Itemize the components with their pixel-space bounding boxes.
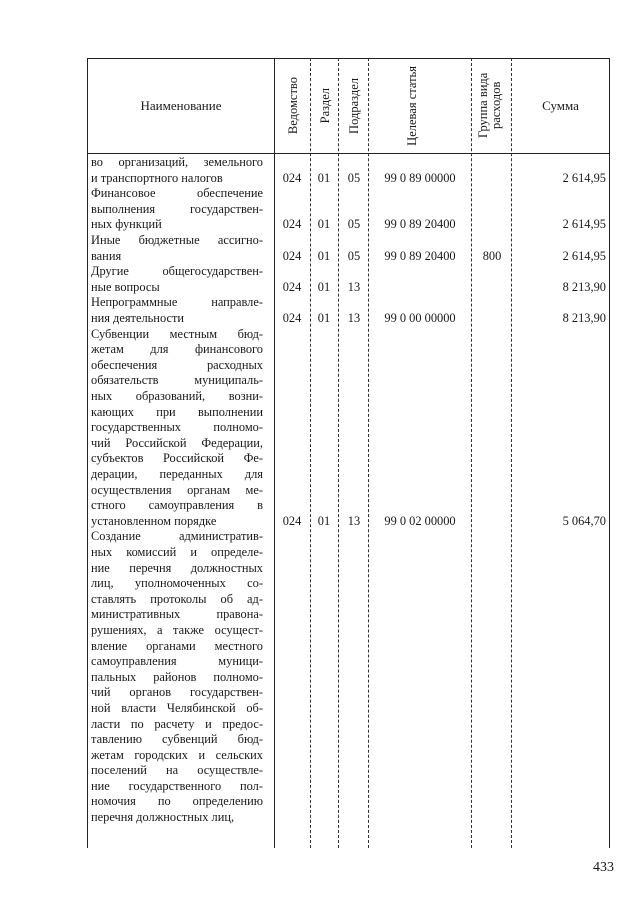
cell-sum: 2 614,95: [562, 248, 606, 263]
name-line: ных образований, возни-: [91, 388, 263, 403]
cell-raz: 01: [317, 217, 331, 232]
header-vedomstvo-text: Ведомство: [285, 76, 300, 135]
name-line: поселений на осуществле-: [91, 763, 263, 778]
header-podrazdel-text: Подраздел: [346, 77, 361, 134]
name-line: ние государственного пол-: [91, 778, 263, 793]
cell-sum: 8 213,90: [562, 279, 606, 294]
cell-pod: 13: [347, 513, 361, 528]
name-line: Другие общегосударствен-: [91, 264, 263, 279]
cell-ved: 024: [282, 217, 302, 232]
row-name: [91, 327, 263, 530]
header-razdel: [311, 58, 339, 153]
cell-pod: 05: [347, 217, 361, 232]
name-line: ласти по расчету и предос-: [91, 716, 263, 731]
cell-cel: 99 0 02 00000: [384, 513, 456, 528]
name-line: ной власти Челябинской об-: [91, 700, 263, 715]
page-number: 433: [593, 860, 614, 875]
name-line: ния деятельности: [91, 310, 184, 325]
cell-pod: 13: [347, 279, 361, 294]
cell-ved: 024: [282, 513, 302, 528]
table-left-border: [87, 58, 88, 848]
col-divider-name: [274, 58, 275, 848]
cell-ved: 024: [282, 311, 302, 325]
header-podrazdel: [339, 58, 369, 153]
cell-cel: 99 0 89 00000: [384, 170, 456, 185]
name-line: стного самоуправления в: [91, 498, 263, 513]
name-line: кающих при выполнении: [91, 404, 263, 419]
name-line: ставлять протоколы об ад-: [91, 591, 263, 606]
name-line: Финансовое обеспечение: [91, 186, 263, 201]
cell-sum: 2 614,95: [562, 217, 606, 232]
header-name-text: Наименование: [140, 97, 222, 113]
name-line: чий Российской Федерации,: [91, 435, 263, 450]
name-line: во организаций, земельного: [91, 155, 263, 169]
cell-sum: 2 614,95: [562, 170, 606, 185]
cell-raz: 01: [317, 513, 331, 528]
name-line: Создание административ-: [91, 529, 263, 544]
name-line: номочия по определению: [91, 794, 263, 809]
cell-raz: 01: [317, 279, 331, 294]
cell-pod: 05: [347, 170, 361, 185]
name-line: министративных правона-: [91, 607, 263, 622]
name-line: чий органов государствен-: [91, 685, 263, 700]
header-vedomstvo: [275, 58, 311, 153]
name-line: и транспортного налогов: [91, 170, 223, 185]
header-name: [88, 58, 274, 153]
cell-pod: 05: [347, 248, 361, 263]
name-line: ные вопросы: [91, 279, 160, 294]
name-line: государственных полномо-: [91, 420, 263, 435]
name-line: ных комиссий и определе-: [91, 544, 263, 559]
name-line: тавлению субвенций бюд-: [91, 732, 263, 747]
name-line: лиц, уполномоченных со-: [91, 576, 263, 591]
header-gruppa: [472, 58, 512, 153]
col-divider-cel: [471, 58, 472, 848]
col-divider-ved: [310, 58, 311, 848]
row-name: [91, 264, 263, 295]
cell-ved: 024: [282, 248, 302, 263]
header-razdel-text: Раздел: [317, 87, 332, 124]
name-line: дерации, переданных для: [91, 466, 263, 481]
row-name: [91, 529, 263, 825]
name-line: обеспечения расходных: [91, 357, 263, 372]
cell-ved: 024: [282, 170, 302, 185]
cell-sum: 5 064,70: [562, 513, 606, 528]
name-line: установленном порядке: [91, 513, 217, 528]
cell-raz: 01: [317, 170, 331, 185]
row-name: [91, 155, 263, 186]
row-name: [91, 295, 263, 326]
cell-cel: 99 0 89 20400: [384, 217, 456, 232]
cell-pod: 13: [347, 311, 361, 325]
name-line: жетам городских и сельских: [91, 747, 263, 762]
row-name: [91, 233, 263, 264]
name-line: вление органами местного: [91, 638, 263, 653]
col-divider-raz: [338, 58, 339, 848]
name-line: Субвенции местным бюд-: [91, 326, 263, 341]
name-line: вания: [91, 248, 122, 263]
name-line: субъектов Российской Фе-: [91, 451, 263, 466]
cell-raz: 01: [317, 311, 331, 325]
table-right-border: [609, 58, 610, 848]
name-line: самоуправления муници-: [91, 654, 263, 669]
header-summa: [512, 58, 609, 153]
col-divider-grp: [511, 58, 512, 848]
name-line: обязательств муниципаль-: [91, 373, 263, 388]
name-line: жетам для финансового: [91, 342, 263, 357]
header-summa-text: Сумма: [542, 97, 579, 113]
header-celevaya-text: Целевая статья: [404, 65, 419, 146]
name-line: пальных районов полномо-: [91, 669, 263, 684]
cell-ved: 024: [282, 279, 302, 294]
header-bottom-border: [87, 153, 610, 154]
name-line: выполнения государствен-: [91, 201, 263, 216]
cell-cel: 99 0 00 00000: [384, 311, 456, 325]
header-gruppa-text: Группа вида расходов: [476, 72, 503, 139]
cell-grp: 800: [482, 248, 502, 263]
name-line: ние перечня должностных: [91, 560, 263, 575]
col-divider-pod: [368, 58, 369, 848]
header-celevaya: [369, 58, 472, 153]
row-name: [91, 186, 263, 233]
name-line: рушениях, а также осущест-: [91, 622, 263, 637]
name-line: перечня должностных лиц,: [91, 810, 235, 825]
name-line: Непрограммные направле-: [91, 295, 263, 310]
cell-raz: 01: [317, 248, 331, 263]
name-line: Иные бюджетные ассигно-: [91, 233, 263, 247]
name-line: осуществления органам ме-: [91, 482, 263, 497]
cell-sum: 8 213,90: [562, 311, 606, 325]
name-line: ных функций: [91, 217, 162, 232]
cell-cel: 99 0 89 20400: [384, 248, 456, 263]
